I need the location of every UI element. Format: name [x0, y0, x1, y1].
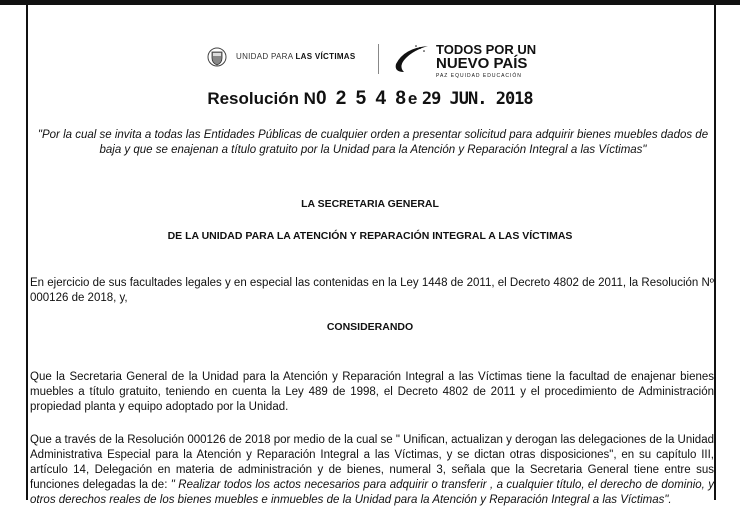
government-swoosh-icon — [390, 42, 434, 78]
considering-paragraph-1: Que la Secretaria General de la Unidad para la Atención y Reparación Integral a las Víctimas tiene la facultad de enajenar bienes muebles a título gratuito, teniendo en cuenta la Ley 489 de 1998, el Decreto 4802 de 2011 y el procedimiento de Administración propiedad planta y equipo adoptado por la Unidad. — [30, 371, 714, 413]
resolution-date: 29 JUN. 2018 — [421, 89, 533, 109]
resolution-de: e — [407, 89, 418, 108]
issuer-entity: DE LA UNIDAD PARA LA ATENCIÓN Y REPARACIÓN INTEGRAL A LAS VÍCTIMAS — [167, 230, 573, 242]
letterhead — [0, 36, 740, 88]
resolution-number: 0 2 5 4 8 — [315, 88, 408, 109]
resolution-purpose: "Por la cual se invita a todas las Entidades Públicas de cualquier orden a presentar solicitud para adquirir bienes muebles dados de baja y que se enajenan a título gratuito por la Unidad para la Atención y Reparación Integral a las Víctimas" — [37, 129, 709, 156]
resolution-label: Resolución N — [207, 89, 316, 108]
powers-paragraph: En ejercicio de sus facultades legales y en especial las contenidas en la Ley 1448 de 2011, el Decreto 4802 de 2011, la Resolución Nº 000126 de 2018, y, — [30, 277, 714, 304]
government-slogan: TODOS POR UN NUEVO PAÍS PAZ EQUIDAD EDUCACIÓN — [436, 42, 537, 79]
considering-paragraph-2 — [30, 433, 714, 508]
paragraph-2-main: Que a través de la Resolución 000126 de 2018 por medio de la cual se " Unifican, actualizan y derogan las delegaciones de la Unidad Administrativa Especial para la Atención y Reparación Integral a las Víctimas, y se dictan otras disposiciones", en su capítulo III, artículo 14, Delegación en materia de administración y de bienes, numeral 3, señala que la Secretaria General tiene entre sus funciones delegadas la de: — [30, 434, 714, 491]
entity-logo-text: UNIDAD PARA LAS VÍCTIMAS — [236, 52, 356, 61]
paragraph-2-quote: " Realizar todos los actos necesarios para adquirir o transferir , a cualquier título, el derecho de dominio, y otros derechos reales de los bienes muebles e inmuebles de la Unidad para la Atención y Reparación Integral a las Víctimas". — [30, 479, 714, 506]
considering-heading: CONSIDERANDO — [326, 321, 414, 333]
top-border — [0, 0, 740, 5]
logo-divider — [378, 44, 379, 74]
issuer-title: LA SECRETARIA GENERAL — [301, 198, 439, 210]
coat-of-arms-icon — [207, 46, 227, 68]
resolution-title — [0, 88, 740, 110]
